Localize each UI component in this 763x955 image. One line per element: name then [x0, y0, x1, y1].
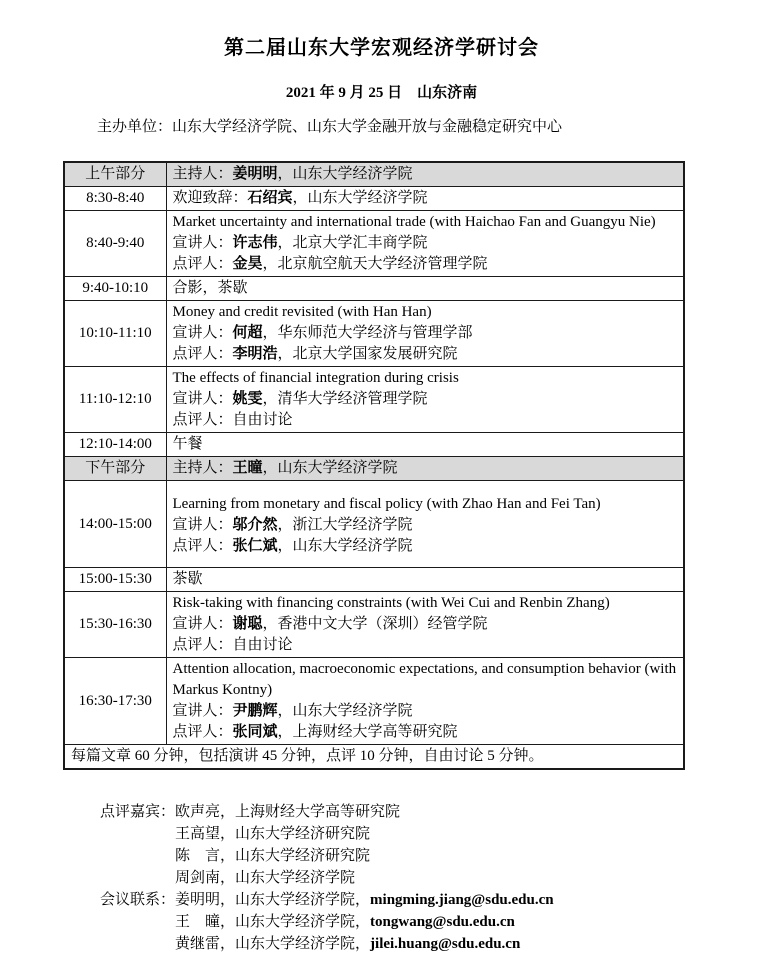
footer-entries [175, 801, 763, 889]
footer-entries [175, 889, 763, 955]
text-segment: 欢迎致辞： [172, 190, 248, 206]
schedule-row [64, 592, 684, 658]
content-line [173, 410, 678, 431]
person-name: 尹鹏辉 [232, 703, 278, 719]
footer-entry [175, 845, 763, 867]
schedule-row [64, 367, 684, 433]
text-segment: ，山东大学经济学院 [277, 166, 413, 182]
text-segment: 宣讲人： [172, 517, 233, 533]
content-cell [166, 568, 684, 592]
contact-text: 欧声亮，上海财经大学高等研究院 [175, 804, 401, 820]
time-cell: 15:30-16:30 [64, 592, 166, 658]
time-cell: 14:00-15:00 [64, 481, 166, 568]
text-segment: 主持人： [172, 460, 233, 476]
content-line [173, 188, 678, 209]
content-cell [166, 457, 684, 481]
content-cell [166, 187, 684, 211]
event-date-location: 2021 年 9 月 25 日 山东济南 [285, 85, 478, 101]
text-segment: 宣讲人： [172, 616, 233, 632]
content-line [173, 701, 678, 722]
text-segment: ，浙江大学经济学院 [277, 517, 413, 533]
schedule-row [64, 658, 684, 745]
person-name: 金昊 [232, 256, 263, 272]
person-name: 李明浩 [232, 346, 278, 362]
text-segment: ，山东大学经济学院 [277, 703, 413, 719]
person-name: 石绍宾 [247, 190, 293, 206]
content-line [173, 302, 678, 323]
content-cell [166, 592, 684, 658]
text-segment: ，香港中文大学（深圳）经管学院 [262, 616, 488, 632]
schedule-table [63, 161, 685, 770]
text-segment: ，山东大学经济学院 [277, 538, 413, 554]
time-cell: 上午部分 [64, 162, 166, 187]
footer-label: 会议联系： [100, 892, 176, 908]
contact-email: jilei.huang@sdu.edu.cn [370, 936, 521, 952]
contact-text: 周剑南，山东大学经济学院 [175, 870, 356, 886]
organizer-line: 主办单位：山东大学经济学院、山东大学金融开放与金融稳定研究中心 [97, 119, 563, 135]
person-name: 姜明明 [232, 166, 278, 182]
footer-entry [175, 823, 763, 845]
content-line [173, 233, 678, 254]
text-segment: 宣讲人： [172, 325, 233, 341]
text-segment: ，北京航空航天大学经济管理学院 [262, 256, 488, 272]
text-segment: 午餐 [172, 436, 203, 452]
footer-block [100, 889, 763, 955]
text-segment: Learning from monetary and fiscal policy (with Zhao Han and Fei Tan) [172, 496, 601, 512]
time-cell: 15:00-15:30 [64, 568, 166, 592]
text-segment: ，清华大学经济管理学院 [262, 391, 428, 407]
contact-text: 黄继雷，山东大学经济学院， [175, 936, 371, 952]
content-line [173, 515, 678, 536]
text-segment: 点评人：自由讨论 [172, 412, 293, 428]
time-cell: 11:10-12:10 [64, 367, 166, 433]
contact-email: tongwang@sdu.edu.cn [370, 914, 515, 930]
content-cell [166, 301, 684, 367]
footer-entry [175, 801, 763, 823]
text-segment: ，山东大学经济学院 [292, 190, 428, 206]
content-line [173, 323, 678, 344]
content-line [173, 614, 678, 635]
time-cell: 16:30-17:30 [64, 658, 166, 745]
text-segment: 茶歇 [172, 571, 203, 587]
time-cell: 8:40-9:40 [64, 211, 166, 277]
footer-entry [175, 911, 763, 933]
time-cell: 9:40-10:10 [64, 277, 166, 301]
content-cell [166, 211, 684, 277]
text-segment: ，山东大学经济学院 [262, 460, 398, 476]
contact-email: mingming.jiang@sdu.edu.cn [370, 892, 554, 908]
schedule-row [64, 211, 684, 277]
content-cell [166, 162, 684, 187]
time-cell: 8:30-8:40 [64, 187, 166, 211]
section-header-row [64, 162, 684, 187]
text-segment: 合影，茶歇 [172, 280, 248, 296]
text-segment: Risk-taking with financing constraints (with Wei Cui and Renbin Zhang) [172, 595, 610, 611]
person-name: 邬介然 [232, 517, 278, 533]
text-segment: 宣讲人： [172, 703, 233, 719]
text-segment: 宣讲人： [172, 235, 233, 251]
text-segment: 点评人：自由讨论 [172, 637, 293, 653]
person-name: 许志伟 [232, 235, 278, 251]
person-name: 张仁斌 [232, 538, 278, 554]
text-segment: 点评人： [172, 346, 233, 362]
content-line [173, 458, 678, 479]
footer-block [100, 801, 763, 889]
content-line [173, 659, 678, 701]
footer-contacts [100, 801, 763, 955]
section-header-row [64, 457, 684, 481]
table-note-text: 每篇文章 60 分钟，包括演讲 45 分钟，点评 10 分钟，自由讨论 5 分钟。 [64, 745, 684, 770]
time-cell: 下午部分 [64, 457, 166, 481]
content-line [173, 494, 678, 515]
content-line [173, 434, 678, 455]
content-line [173, 593, 678, 614]
person-name: 张同斌 [232, 724, 278, 740]
content-line [173, 536, 678, 557]
person-name: 谢聪 [232, 616, 263, 632]
person-name: 何超 [232, 325, 263, 341]
text-segment: Attention allocation, macroeconomic expectations, and consumption behavior (with Markus Kontny) [172, 661, 677, 698]
content-line [173, 635, 678, 656]
footer-entry [175, 933, 763, 955]
person-name: 姚雯 [232, 391, 263, 407]
text-segment: ，北京大学汇丰商学院 [277, 235, 428, 251]
text-segment: 点评人： [172, 256, 233, 272]
schedule-row [64, 433, 684, 457]
schedule-row [64, 187, 684, 211]
content-line [173, 278, 678, 299]
content-line [173, 344, 678, 365]
content-cell [166, 367, 684, 433]
time-cell: 12:10-14:00 [64, 433, 166, 457]
footer-entry [175, 889, 763, 911]
text-segment: 点评人： [172, 724, 233, 740]
content-line [173, 212, 678, 233]
contact-text: 陈 言，山东大学经济研究院 [175, 848, 371, 864]
content-line [173, 164, 678, 185]
text-segment: ，华东师范大学经济与管理学部 [262, 325, 473, 341]
text-segment: ，上海财经大学高等研究院 [277, 724, 458, 740]
footer-entry [175, 867, 763, 889]
content-cell [166, 481, 684, 568]
schedule-row [64, 277, 684, 301]
content-cell [166, 433, 684, 457]
text-segment: ，北京大学国家发展研究院 [277, 346, 458, 362]
schedule-row [64, 481, 684, 568]
content-line [173, 722, 678, 743]
content-cell [166, 277, 684, 301]
content-line [173, 569, 678, 590]
document-title: 第二届山东大学宏观经济学研讨会 [224, 37, 539, 59]
time-cell: 10:10-11:10 [64, 301, 166, 367]
footer-label: 点评嘉宾： [100, 804, 176, 820]
content-line [173, 389, 678, 410]
content-cell [166, 658, 684, 745]
text-segment: Market uncertainty and international trade (with Haichao Fan and Guangyu Nie) [172, 214, 656, 230]
schedule-row [64, 301, 684, 367]
text-segment: Money and credit revisited (with Han Han) [172, 304, 432, 320]
table-note-row [64, 745, 684, 770]
contact-text: 王高望，山东大学经济研究院 [175, 826, 371, 842]
person-name: 王曈 [232, 460, 263, 476]
text-segment: 宣讲人： [172, 391, 233, 407]
content-line [173, 254, 678, 275]
content-line [173, 368, 678, 389]
text-segment: The effects of financial integration during crisis [172, 370, 459, 386]
schedule-table-body [64, 162, 684, 769]
schedule-row [64, 568, 684, 592]
contact-text: 王 曈，山东大学经济学院， [175, 914, 371, 930]
text-segment: 主持人： [172, 166, 233, 182]
contact-text: 姜明明，山东大学经济学院， [175, 892, 371, 908]
text-segment: 点评人： [172, 538, 233, 554]
